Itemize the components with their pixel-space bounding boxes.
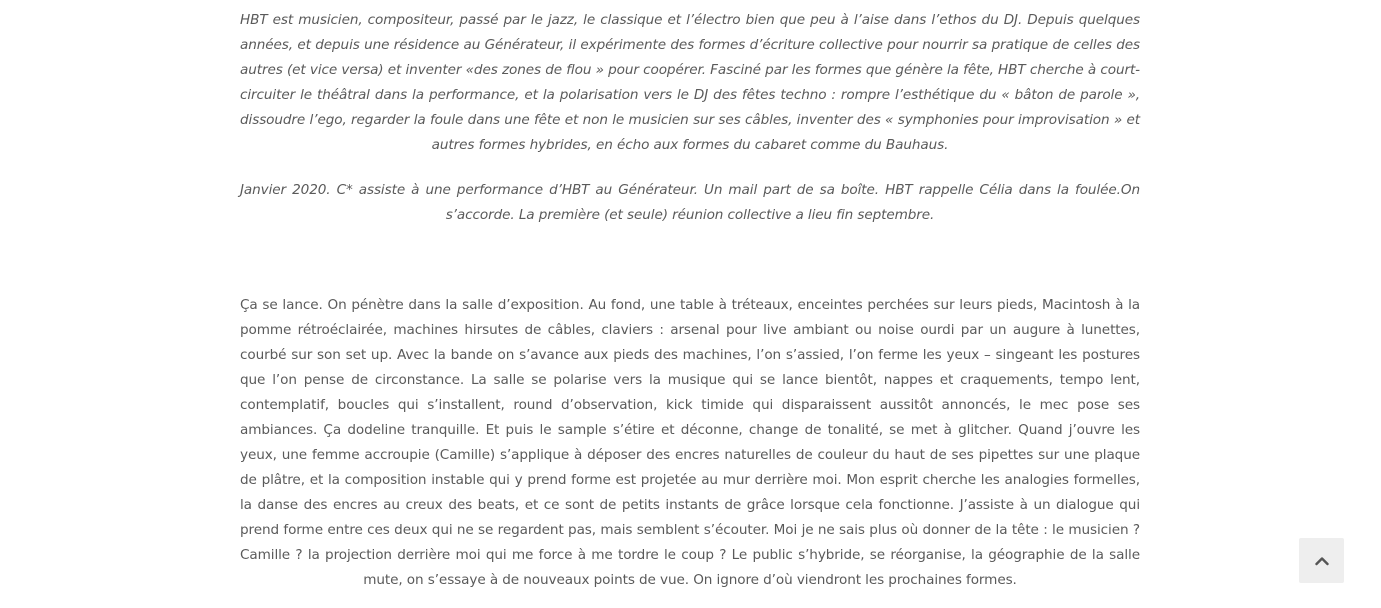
intro-paragraph-january-2020: Janvier 2020. C* assiste à une performance d’HBT au Générateur. Un mail part de sa boîte. HBT rappelle Célia dans la foulée.On s’accorde. La première (et seule) réunion collective a lieu fin septembre. [240,182,1140,223]
back-to-top-button[interactable] [1299,538,1344,583]
article-content [240,8,1140,593]
body-paragraph: Ça se lance. On pénètre dans la salle d’exposition. Au fond, une table à tréteaux, enceintes perchées sur leurs pieds, Macintosh à la pomme rétroéclairée, machines hirsutes de câbles, claviers : arsenal pour live ambiant ou noise ourdi par un augure à lunettes, courbé sur son set up. Avec la bande on s’avance aux pieds des machines, l’on s’assied, l’on ferme les yeux – singeant les postures que l’on pense de circonstance. La salle se polarise vers la musique qui se lance bientôt, nappes et craquements, tempo lent, contemplatif, boucles qui s’installent, round d’observation, kick timide qui disparaissent aussitôt annoncés, le mec pose ses ambiances. Ça dodeline tranquille. Et puis le sample s’étire et déconne, change de tonalité, se met à glitcher. Quand j’ouvre les yeux, une femme accroupie (Camille) s’applique à déposer des encres naturelles de couleur du haut de ses pipettes sur une plaque de plâtre, et la composition instable qui y prend forme est projetée au mur derrière moi. Mon esprit cherche les analogies formelles, la danse des encres au creux des beats, et ce sont de petits instants de grâce lorsque cela fonctionne. J’assiste à un dialogue qui prend forme entre ces deux qui ne se regardent pas, mais semblent s’écouter. Moi je ne sais plus où donner de la tête : le musicien ? Camille ? la projection derrière moi qui me force à me tordre le coup ? Le public s’hybride, se réorganise, la géographie de la salle mute, on s’essaye à de nouveaux points de vue. On ignore d’où viendront les prochaines formes. [240,297,1140,588]
intro-paragraph-hbt: HBT est musicien, compositeur, passé par le jazz, le classique et l’électro bien que peu à l’aise dans l’ethos du DJ. Depuis quelques années, et depuis une résidence au Générateur, il expérimente des formes d’écriture collective pour nourrir sa pratique de celles des autres (et vice versa) et inventer «des zones de flou » pour coopérer. Fasciné par les formes que génère la fête, HBT cherche à court-circuiter le théâtral dans la performance, et la polarisation vers le DJ des fêtes techno : rompre l’esthétique du « bâton de parole », dissoudre l’ego, regarder la foule dans une fête et non le musicien sur ses câbles, inventer des « symphonies pour improvisation » et autres formes hybrides, en écho aux formes du cabaret comme du Bauhaus. [240,12,1140,153]
chevron-up-icon [1315,556,1329,566]
